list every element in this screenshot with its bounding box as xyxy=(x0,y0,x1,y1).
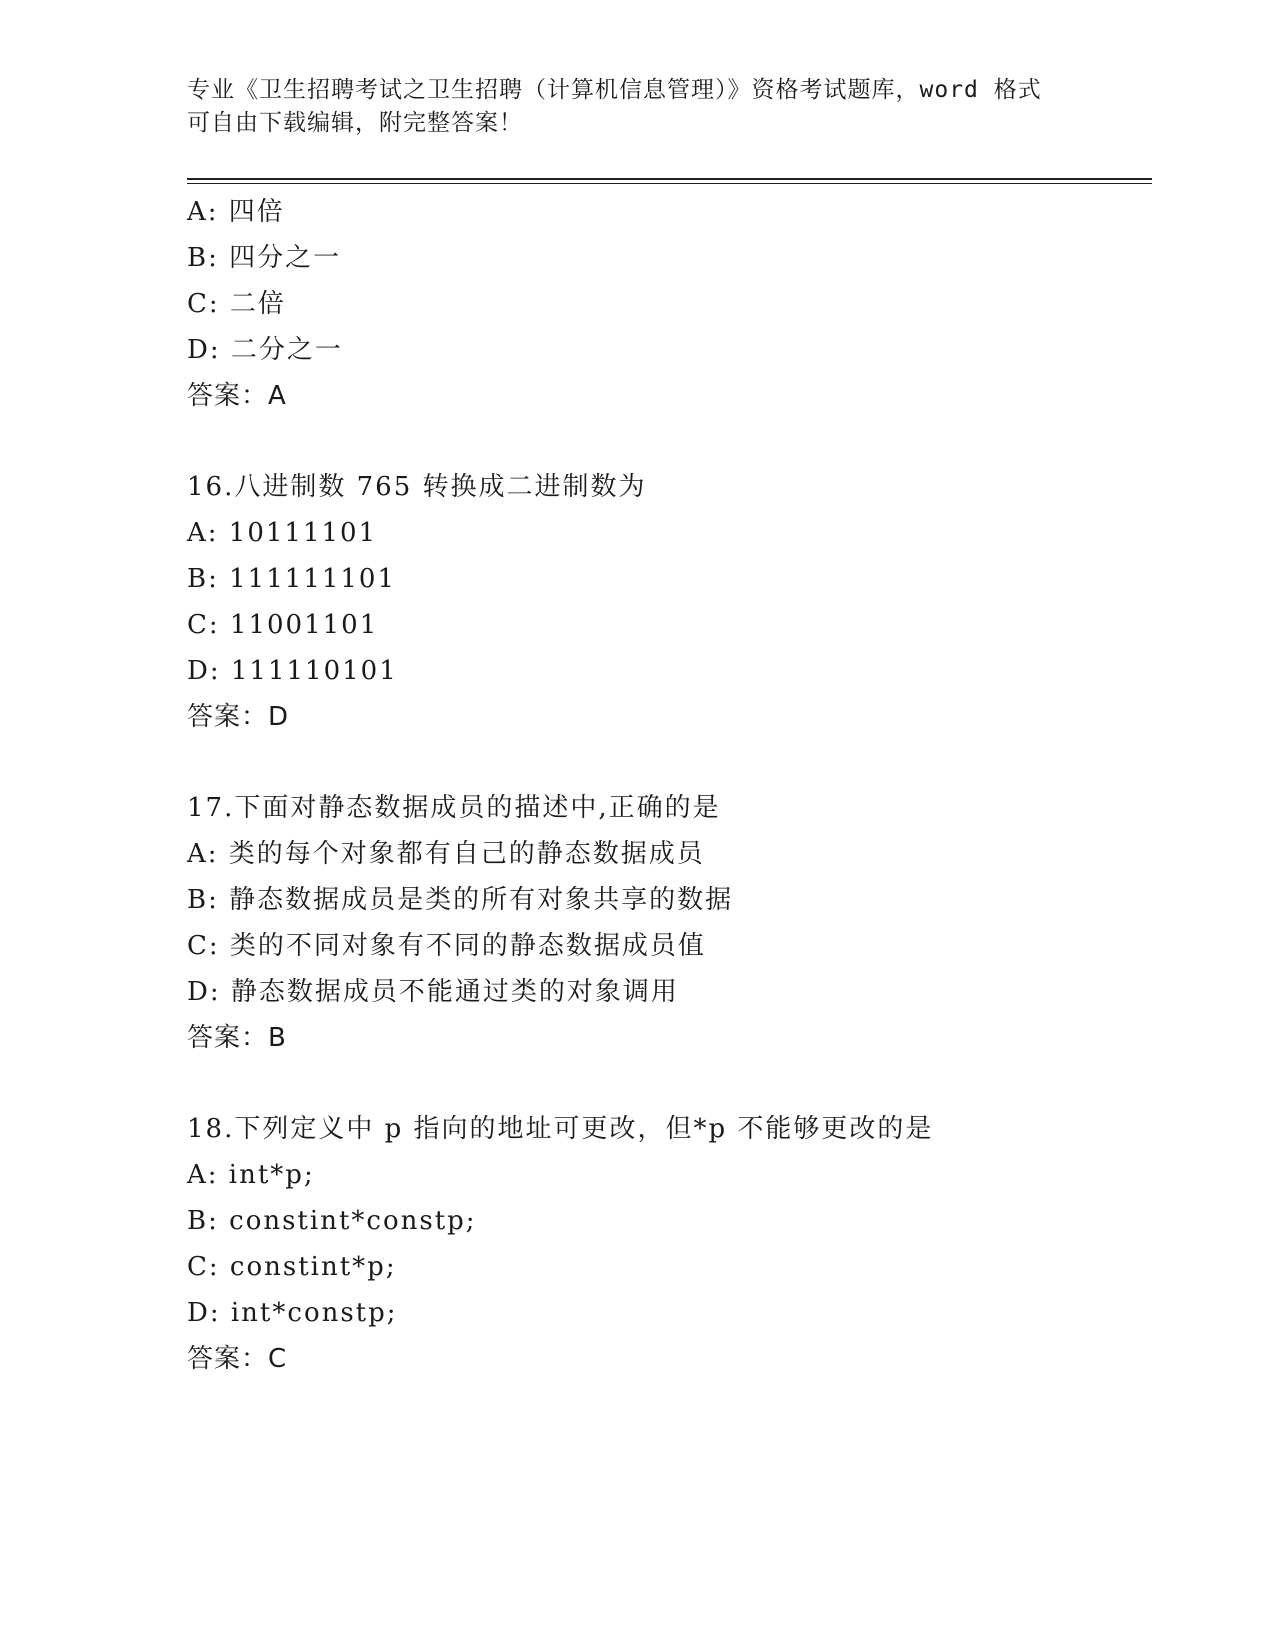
question-18 xyxy=(187,1106,1147,1382)
option-c: C: 11001101 xyxy=(187,610,379,640)
option-a: A: 10111101 xyxy=(187,518,378,548)
option-c: C: 二倍 xyxy=(187,289,286,319)
question-17 xyxy=(187,785,1147,1061)
header-divider-thin xyxy=(187,183,1152,184)
header-divider-thick xyxy=(187,178,1152,180)
option-a: A: int*p; xyxy=(187,1160,315,1190)
question-stem: 18.下列定义中 p 指向的地址可更改，但*p 不能够更改的是 xyxy=(187,1114,934,1144)
option-b: B: constint*constp; xyxy=(187,1206,477,1236)
header-title-line-2: 可自由下载编辑，附完整答案！ xyxy=(187,110,523,136)
question-15-continued xyxy=(187,189,1147,419)
header-title-line-1: 专业《卫生招聘考试之卫生招聘（计算机信息管理）》资格考试题库，word 格式 xyxy=(187,77,1042,103)
option-d: D: 111110101 xyxy=(187,656,398,686)
option-b: B: 111111101 xyxy=(187,564,397,594)
document-header xyxy=(187,74,1087,140)
option-b: B: 四分之一 xyxy=(187,243,342,273)
option-c: C: constint*p; xyxy=(187,1252,397,1282)
question-16 xyxy=(187,464,1147,740)
option-a: A: 四倍 xyxy=(187,197,285,227)
option-d: D: 静态数据成员不能通过类的对象调用 xyxy=(187,977,679,1007)
question-list xyxy=(187,189,1147,1382)
answer-line: 答案：C xyxy=(187,1344,288,1374)
option-b: B: 静态数据成员是类的所有对象共享的数据 xyxy=(187,885,734,915)
option-d: D: 二分之一 xyxy=(187,335,343,365)
option-c: C: 类的不同对象有不同的静态数据成员值 xyxy=(187,931,706,961)
option-d: D: int*constp; xyxy=(187,1298,398,1328)
question-spacer xyxy=(187,419,1147,464)
option-a: A: 类的每个对象都有自己的静态数据成员 xyxy=(187,839,705,869)
answer-line: 答案：D xyxy=(187,702,290,732)
answer-line: 答案：A xyxy=(187,381,287,411)
question-stem: 16.八进制数 765 转换成二进制数为 xyxy=(187,472,647,502)
question-spacer xyxy=(187,1061,1147,1106)
answer-line: 答案：B xyxy=(187,1023,287,1053)
question-stem: 17.下面对静态数据成员的描述中,正确的是 xyxy=(187,793,721,823)
question-spacer xyxy=(187,740,1147,785)
